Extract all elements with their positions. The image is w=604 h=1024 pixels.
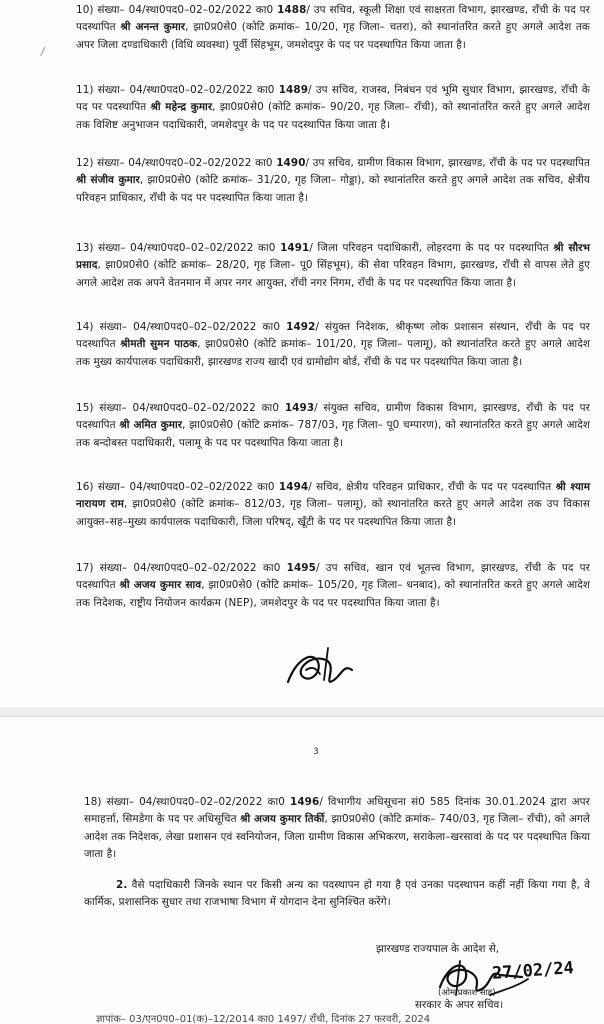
order-paragraph-17: 17) संख्या– 04/स्था0पद0–02–02/2022 का0 1495/ उप सचिव, खान एवं भूतत्त्व विभाग, झारखण्ड, राँची के पद पर पदस्थापित श्री अजय कुमार साव, झा0प्र0से0 (कोटि क्रमांक– 105/20, गृह जिला– धनबाद), को स्थानांतरित करते हुए अगले आदेश तक निदेशक, राष्ट्रीय नियोजन कार्यक्रम (NEP), जमशेदपुर के पद पर पदस्थापित किया जाता है। xyxy=(76,562,591,609)
order-paragraph-10: 10) संख्या– 04/स्था0पद0–02–02/2022 का0 1488/ उप सचिव, स्कूली शिक्षा एवं साक्षरता विभाग, झारखण्ड, राँची के पद पर पदस्थापित श्री अनन्त कुमार, झा0प्र0से0 (कोटि क्रमांक– 10/20, गृह जिला– चतरा), को स्थानांतरित करते हुए अगले आदेश तक अपर जिला दण्डाधिकारी (विधि व्यवस्था) पूर्वी सिंहभूम, जमशेदपुर के पद पर पदस्थापित किया जाता है। xyxy=(76,4,591,51)
order-paragraph-18: 18) संख्या– 04/स्था0पद0–02–02/2022 का0 1496/ विभागीय अधिसूचना सं0 585 दिनांक 30.01.2024 द्वारा अपर समाहर्त्ता, सिमडेगा के पद पर अधिसूचित श्री अजय कुमार तिर्की, झा0प्र0से0 (कोटि क्रमांक– 740/03, गृह जिला– राँची), को अगले आदेश तक निदेशक, लेखा प्रशासन एवं स्वनियोजन, जिला ग्रामीण विकास अभिकरण, सराकेला–खरसावां के पद पर पदस्थापित किया जाता है। xyxy=(84,796,590,860)
page-gap xyxy=(0,707,604,716)
governor-order-line: झारखण्ड राज्यपाल के आदेश से, xyxy=(376,943,500,955)
order-paragraph-13: 13) संख्या– 04/स्था0पद0–02–02/2022 का0 1491/ जिला परिवहन पदाधिकारी, लोहरदगा के पद पर पदस्थापित श्री सौरभ प्रसाद, झा0प्र0से0 (कोटि क्रमांक– 28/20, गृह जिला– पू0 सिंहभूम), की सेवा परिवहन विभाग, झारखण्ड, राँची से वापस लेते हुए अगले आदेश तक अपने वेतनमान में अपर नगर आयुक्त, राँची नगर निगम, राँची के पद पर पदस्थापित किया जाता है। xyxy=(76,242,590,289)
memo-number-line-cut: ज्ञापांक– 03/एन0प0–01(क)–12/2014 का0 1497/ राँची, दिनांक 27 फरवरी, 2024 xyxy=(96,1014,431,1024)
order-paragraph-15: 15) संख्या– 04/स्था0पद0–02–02/2022 का0 1493/ संयुक्त सचिव, ग्रामीण विकास विभाग, झारखण्ड, राँची के पद पर पदस्थापित श्री अमित कुमार, झा0प्र0से0 (कोटि क्रमांक– 787/03, गृह जिला– पू0 चम्पारण), को स्थानांतरित करते हुए अगले आदेश तक बन्दोबस्त पदाधिकारी, पलामू के पद पर पदस्थापित किया जाता है। xyxy=(76,402,591,449)
order-paragraph-12: 12) संख्या– 04/स्था0पद0–02–02/2022 का0 1490/ उप सचिव, ग्रामीण विकास विभाग, झारखण्ड, राँची के पद पर पदस्थापित श्री संजीव कुमार, झा0प्र0से0 (कोटि क्रमांक– 31/20, गृह जिला– गोड्डा), को स्थानांतरित करते हुए अगले आदेश तक सचिव, क्षेत्रीय परिवहन प्राधिकार, राँची के पद पर पदस्थापित किया जाता है। xyxy=(76,157,590,204)
signatory-name: (ओम प्रकाश साह) xyxy=(438,988,496,998)
margin-tick-mark xyxy=(40,47,51,59)
signatory-title: सरकार के अपर सचिव। xyxy=(415,999,504,1011)
order-paragraph-14: 14) संख्या– 04/स्था0पद0–02–02/2022 का0 1492/ संयुक्त निदेशक, श्रीकृष्ण लोक प्रशासन संस्थान, राँची के पद पर पदस्थापित श्रीमती सुमन पाठक, झा0प्र0से0 (कोटि क्रमांक– 101/20, गृह जिला– पलामू), को स्थानांतरित करते हुए अगले आदेश तक मुख्य कार्यपालक पदाधिकारी, झारखण्ड राज्य खादी एवं ग्रामोद्योग बोर्ड, राँची के पद पर पदस्थापित किया जाता है। xyxy=(76,321,591,368)
document-page-3 xyxy=(0,716,604,1024)
signature-initials-image xyxy=(282,640,362,696)
page-number: 3 xyxy=(313,747,319,757)
signature-date: 27/02/24 xyxy=(491,958,575,984)
order-paragraph-16: 16) संख्या– 04/स्था0पद0–02–02/2022 का0 1494/ सचिव, क्षेत्रीय परिवहन प्राधिकार, राँची के पद पर पदस्थापित श्री श्याम नारायण राम, झा0प्र0से0 (कोटि क्रमांक– 812/03, गृह जिला– पलामू), को स्थानांतरित करते हुए अगले आदेश तक उप विकास आयुक्त–सह–मुख्य कार्यपालक पदाधिकारी, जिला परिषद्, खूँटी के पद पर पदस्थापित किया जाता है। xyxy=(76,481,591,528)
order-paragraph-11: 11) संख्या– 04/स्था0पद0–02–02/2022 का0 1489/ उप सचिव, राजस्व, निबंधन एवं भूमि सुधार विभाग, झारखण्ड, राँची के पद पर पदस्थापित श्री महेन्द्र कुमार, झा0प्र0से0 (कोटि क्रमांक– 90/20, गृह जिला– राँची), को स्थानांतरित करते हुए अगले आदेश तक विशिष्ट अनुभाजन पदाधिकारी, जमशेदपुर के पद पर पदस्थापित किया जाता है। xyxy=(76,84,590,131)
general-instruction-paragraph: 2. वैसे पदाधिकारी जिनके स्थान पर किसी अन्य का पदस्थापन हो गया है एवं उनका पदस्थापन कहीं नहीं किया गया है, वे कार्मिक, प्रशासनिक सुधार तथा राजभाषा विभाग में योगदान देना सुनिश्चित करेंगे। xyxy=(84,879,590,909)
